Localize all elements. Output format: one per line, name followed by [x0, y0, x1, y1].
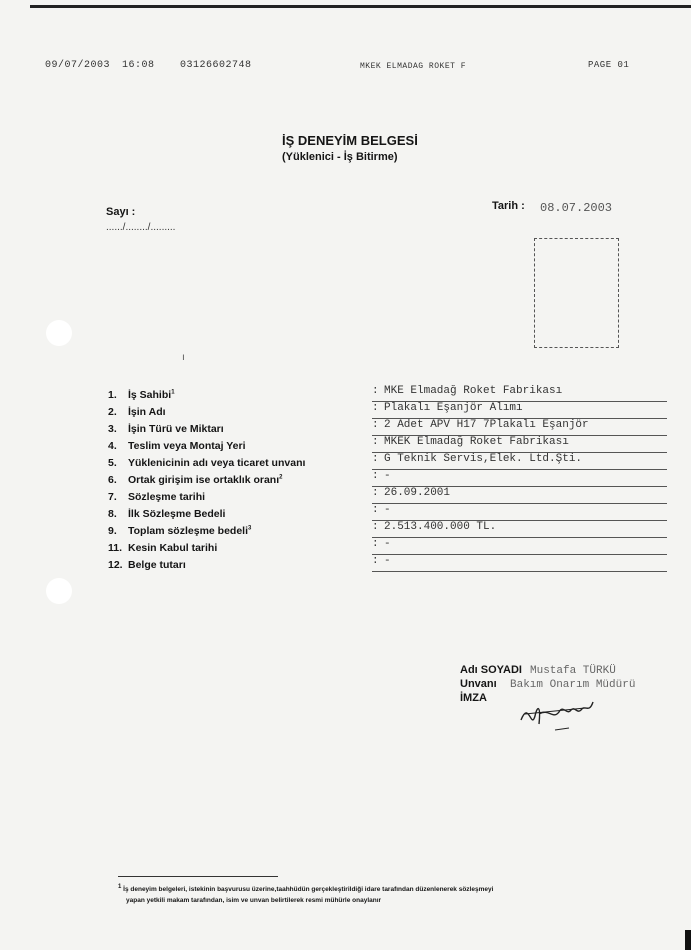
field-value: : G Teknik Servis,Elek. Ltd.Şti. — [372, 453, 667, 470]
signer-title-row: Unvanı Bakım Onarım Müdürü — [460, 678, 636, 691]
field-label: 1. İş Sahibi$^1$ — [108, 389, 175, 401]
field-label: 8. İlk Sözleşme Bedeli — [108, 508, 226, 520]
page-corner-mark — [685, 930, 691, 950]
field-label: 4. Teslim veya Montaj Yeri — [108, 440, 246, 452]
field-value: : MKE Elmadağ Roket Fabrikası — [372, 385, 667, 402]
field-label: 12. Belge tutarı — [108, 559, 186, 571]
footnote — [118, 882, 638, 906]
field-value: : Plakalı Eşanjör Alımı — [372, 402, 667, 419]
field-label: 2. İşin Adı — [108, 406, 166, 418]
document-title: İŞ DENEYİM BELGESİ — [282, 133, 418, 148]
field-value: : 2 Adet APV H17 7Plakalı Eşanjör — [372, 419, 667, 436]
field-value: : - — [372, 470, 667, 487]
footnote-line-2: yapan yetkili makam tarafından, isim ve unvan belirtilerek resmi mühürle onaylanır — [126, 897, 382, 905]
footnote-divider — [118, 876, 278, 877]
field-label: 11. Kesin Kabul tarihi — [108, 542, 218, 554]
punch-hole-top — [46, 320, 72, 346]
field-value: : - — [372, 504, 667, 521]
field-label: 5. Yüklenicinin adı veya ticaret unvanı — [108, 457, 306, 469]
field-label: 9. Toplam sözleşme bedeli$^3$ — [108, 525, 252, 537]
field-value: : 26.09.2001 — [372, 487, 667, 504]
photo-placeholder — [534, 238, 619, 348]
field-value: : MKEK Elmadağ Roket Fabrikası — [372, 436, 667, 453]
tarih-label: Tarih : — [492, 200, 525, 212]
tarih-value: 08.07.2003 — [540, 201, 613, 215]
document-subtitle: (Yüklenici - İş Bitirme) — [282, 151, 398, 163]
fax-top-edge — [30, 5, 691, 8]
field-value: : - — [372, 538, 667, 555]
punch-hole-bottom — [46, 578, 72, 604]
signature-label-row: İMZA — [460, 692, 487, 704]
stray-mark: ı — [182, 352, 185, 363]
fax-page-number: PAGE 01 — [588, 60, 630, 70]
signer-name-row: Adı SOYADI Mustafa TÜRKÜ — [460, 664, 616, 677]
fax-number: 03126602748 — [180, 60, 252, 71]
field-label: 3. İşin Türü ve Miktarı — [108, 423, 224, 435]
sayi-value: ....../......../......... — [106, 222, 176, 233]
field-label: 6. Ortak girişim ise ortaklık oranı$^2$ — [108, 474, 283, 486]
sayi-label: Sayı : — [106, 206, 136, 218]
fax-time: 16:08 — [122, 60, 155, 71]
field-value: : 2.513.400.000 TL. — [372, 521, 667, 538]
handwritten-signature — [515, 690, 605, 735]
field-label: 7. Sözleşme tarihi — [108, 491, 206, 503]
field-value: : - — [372, 555, 667, 572]
fax-sender: MKEK ELMADAG ROKET F — [360, 62, 467, 71]
fax-date: 09/07/2003 — [45, 60, 111, 71]
footnote-line-1: $^1$ İş deneyim belgeleri, istekinin başvurusu üzerine,taahhüdün gerçekleştirildiği idare tarafından düzenlenerek sözleşmeyi — [118, 884, 494, 894]
